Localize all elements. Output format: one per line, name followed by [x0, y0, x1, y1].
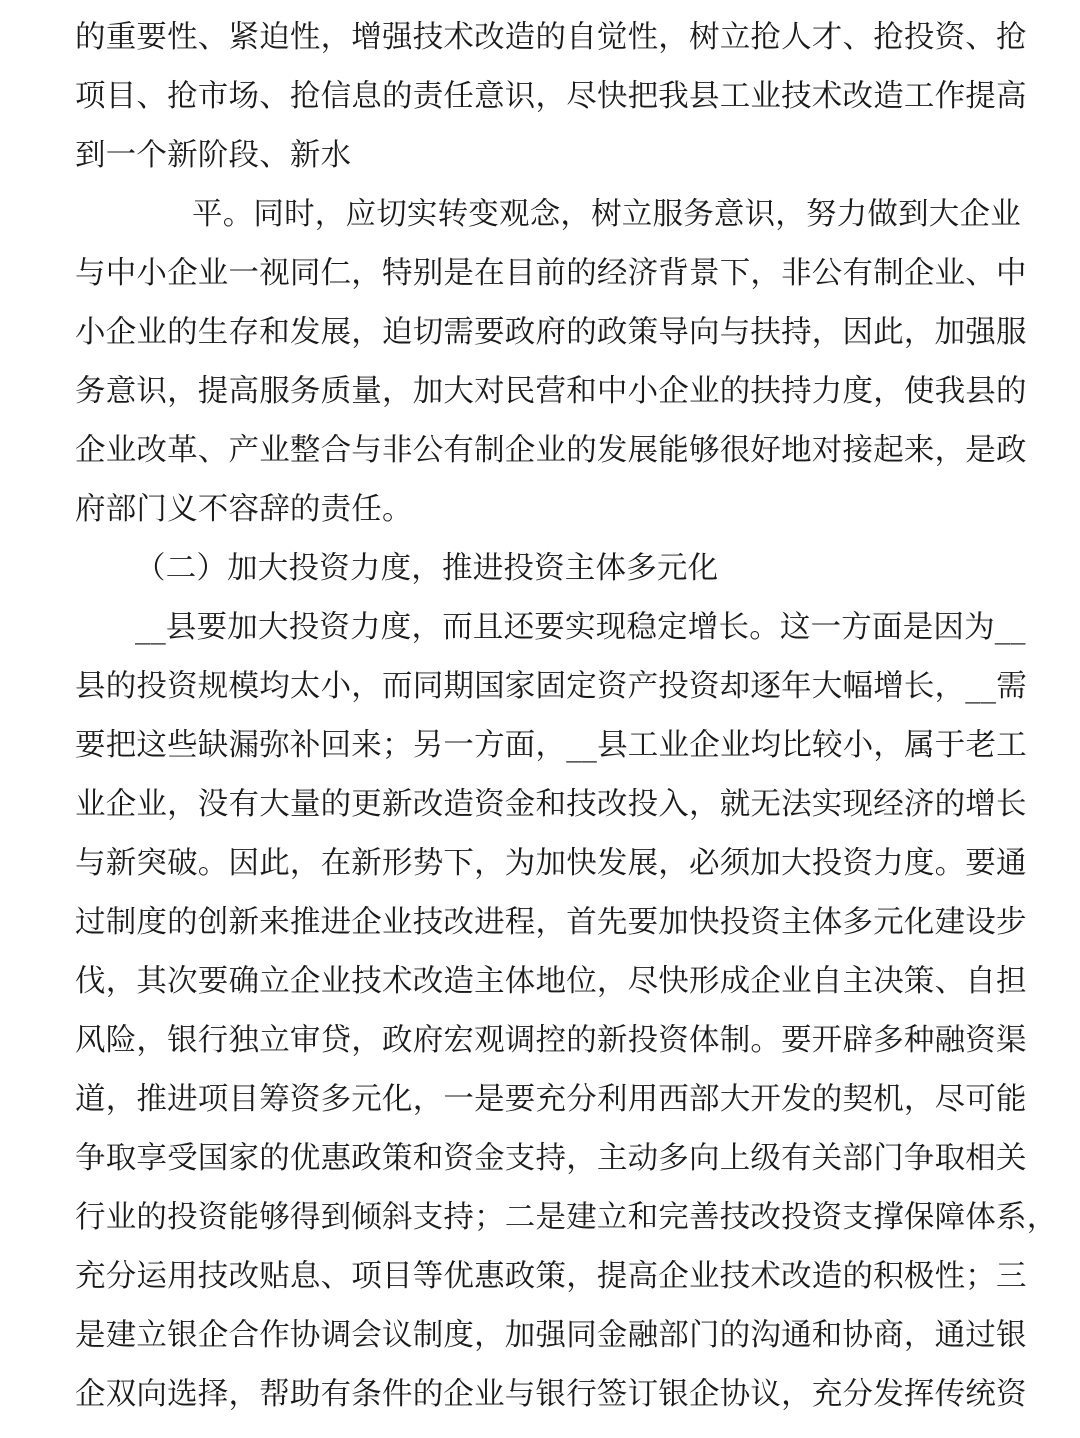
text-line: 务意识，提高服务质量，加大对民营和中小企业的扶持力度，使我县的 — [75, 374, 1027, 409]
text-line: 县的投资规模均太小，而同期国家固定资产投资却逐年大幅增长，__需 — [75, 669, 1027, 704]
text-line: 企业改革、产业整合与非公有制企业的发展能够很好地对接起来，是政 — [75, 433, 1027, 468]
text-line: 与中小企业一视同仁，特别是在目前的经济背景下，非公有制企业、中 — [75, 256, 1027, 291]
section-heading: （二）加大投资力度，推进投资主体多元化 — [135, 551, 719, 586]
text-line: 充分运用技改贴息、项目等优惠政策，提高企业技术改造的积极性；三 — [75, 1259, 1027, 1294]
text-line: 是建立银企合作协调会议制度，加强同金融部门的沟通和协商，通过银 — [75, 1318, 1027, 1353]
text-line: 与新突破。因此，在新形势下，为加快发展，必须加大投资力度。要通 — [75, 846, 1027, 881]
text-line: 企双向选择，帮助有条件的企业与银行签订银企协议，充分发挥传统资 — [75, 1377, 1027, 1412]
text-line: 的重要性、紧迫性，增强技术改造的自觉性，树立抢人才、抢投资、抢 — [75, 20, 1027, 55]
text-line: 伐，其次要确立企业技术改造主体地位，尽快形成企业自主决策、自担 — [75, 964, 1027, 999]
text-line: 道，推进项目筹资多元化，一是要充分利用西部大开发的契机，尽可能 — [75, 1082, 1027, 1117]
text-line: 风险，银行独立审贷，政府宏观调控的新投资体制。要开辟多种融资渠 — [75, 1023, 1027, 1058]
text-line: 争取享受国家的优惠政策和资金支持，主动多向上级有关部门争取相关 — [75, 1141, 1027, 1176]
text-line: 到一个新阶段、新水 — [75, 138, 352, 173]
text-line: __县要加大投资力度，而且还要实现稳定增长。这一方面是因为__ — [135, 610, 1026, 645]
text-line: 要把这些缺漏弥补回来；另一方面，__县工业企业均比较小，属于老工 — [75, 728, 1027, 763]
text-line: 小企业的生存和发展，迫切需要政府的政策导向与扶持，因此，加强服 — [75, 315, 1027, 350]
text-line: 行业的投资能够得到倾斜支持；二是建立和完善技改投资支撑保障体系， — [75, 1200, 1058, 1235]
text-line: 业企业，没有大量的更新改造资金和技改投入，就无法实现经济的增长 — [75, 787, 1027, 822]
text-line: 项目、抢市场、抢信息的责任意识，尽快把我县工业技术改造工作提高 — [75, 79, 1027, 114]
text-line: 府部门义不容辞的责任。 — [75, 492, 413, 527]
text-line: 过制度的创新来推进企业技改进程，首先要加快投资主体多元化建设步 — [75, 905, 1027, 940]
text-line: 平。同时，应切实转变观念，树立服务意识，努力做到大企业 — [192, 197, 1021, 232]
